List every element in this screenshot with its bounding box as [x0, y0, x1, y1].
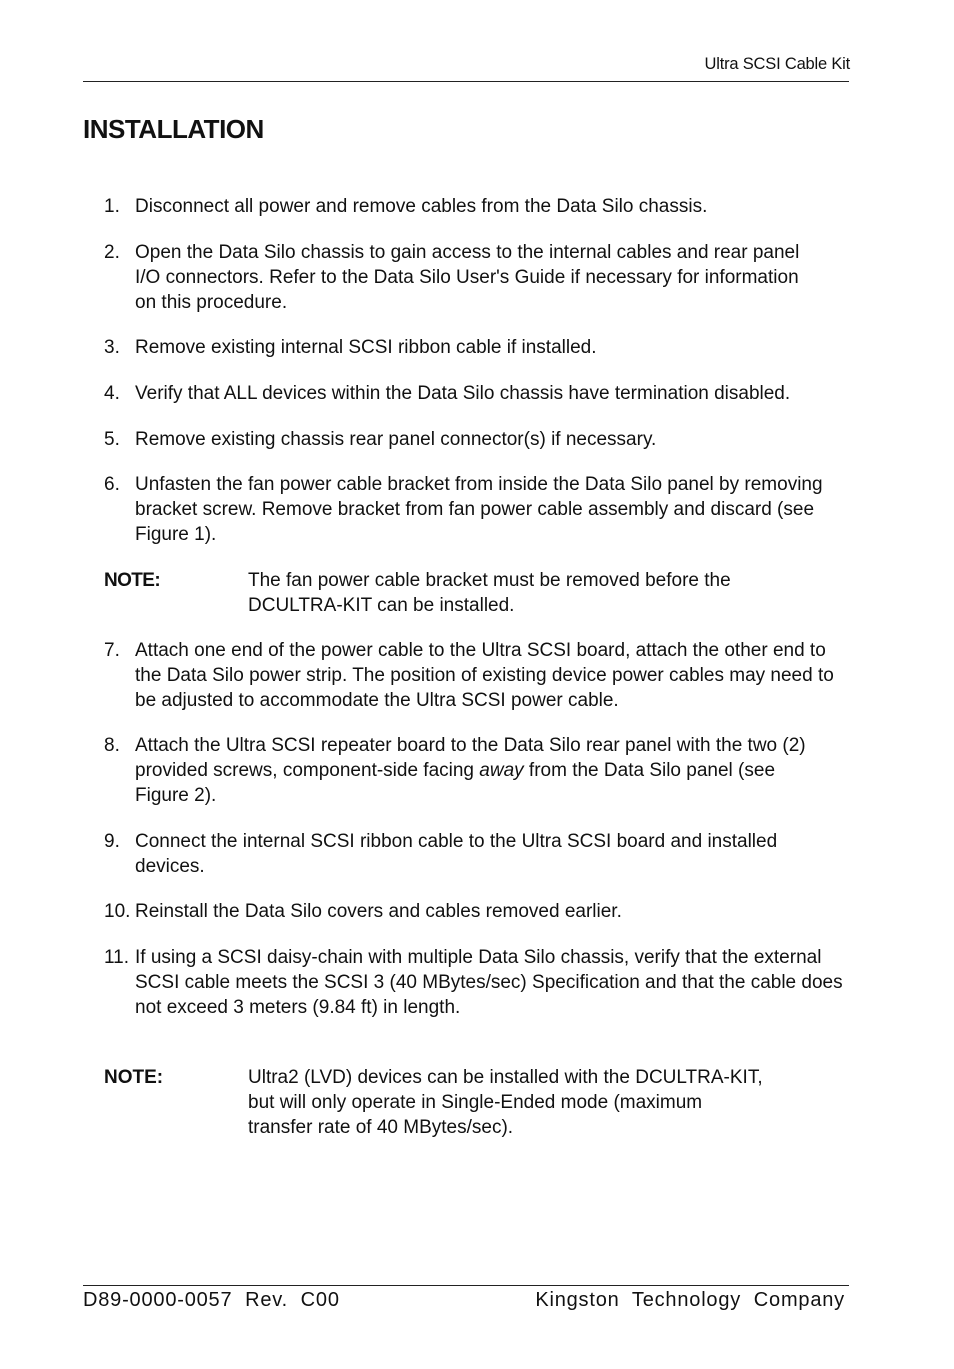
footer-company: Kingston Technology Company: [535, 1289, 845, 1311]
step-number: 7.: [104, 640, 120, 661]
section-title: INSTALLATION: [83, 114, 264, 144]
step-6: [104, 472, 824, 547]
step-9: [104, 829, 839, 879]
step-number: 9.: [104, 831, 120, 852]
step-3: [104, 335, 854, 360]
step-text: [135, 733, 829, 808]
step-text: Attach one end of the power cable to the Ultra SCSI board, attach the other end to the Data Silo power strip. The position of existing device power cables may need to be adjusted to accommodate the Ultra SCSI power cable.: [135, 640, 834, 711]
step-2: [104, 240, 824, 315]
note-1: [104, 568, 794, 618]
step-text: If using a SCSI daisy-chain with multiple Data Silo chassis, verify that the external SCSI cable meets the SCSI 3 (40 MBytes/sec) Specification and that the cable does not exceed 3 meters (9.84 ft) in length.: [135, 947, 843, 1018]
header-rule: [83, 81, 849, 82]
step-1: [104, 194, 854, 219]
step-10: [104, 899, 854, 924]
step-11: [104, 945, 844, 1020]
step-5: [104, 427, 854, 452]
step-number: 4.: [104, 383, 120, 404]
step-number: 5.: [104, 429, 120, 450]
step-number: 8.: [104, 735, 120, 756]
header-title: Ultra SCSI Cable Kit: [704, 55, 850, 73]
step-text: Remove existing chassis rear panel connector(s) if necessary.: [135, 429, 657, 450]
note-text: The fan power cable bracket must be removed before the DCULTRA-KIT can be installed.: [248, 570, 731, 616]
step-text: Disconnect all power and remove cables from the Data Silo chassis.: [135, 196, 708, 217]
step-text: Verify that ALL devices within the Data Silo chassis have termination disabled.: [135, 383, 791, 404]
step-number: 3.: [104, 337, 120, 358]
note-label: NOTE:: [104, 1067, 164, 1088]
step-8: [104, 733, 829, 808]
step-number: 6.: [104, 474, 120, 495]
footer-rule: [83, 1285, 849, 1286]
step-number: 1.: [104, 196, 120, 217]
step-number: 2.: [104, 242, 120, 263]
step-text: Unfasten the fan power cable bracket from inside the Data Silo panel by removing bracket screw. Remove bracket from fan power cable assembly and discard (see Figure 1).: [135, 474, 823, 545]
note-text: Ultra2 (LVD) devices can be installed with the DCULTRA-KIT, but will only operate in Single-Ended mode (maximum transfer rate of 40 MBytes/sec).: [248, 1067, 763, 1138]
note-2: [104, 1065, 764, 1140]
step-text: Reinstall the Data Silo covers and cables removed earlier.: [135, 901, 622, 922]
step-7: [104, 638, 854, 713]
step-text-part: from the Data Silo panel (see Figure 2).: [135, 760, 776, 806]
step-text-part: Attach the Ultra SCSI repeater board to the Data Silo rear panel with the two (2) provided screws, component-side facing: [135, 735, 806, 781]
step-number: 11.: [104, 947, 130, 968]
note-label: NOTE:: [104, 570, 161, 591]
step-number: 10.: [104, 901, 131, 922]
step-text: Remove existing internal SCSI ribbon cable if installed.: [135, 337, 597, 358]
step-text: Open the Data Silo chassis to gain access to the internal cables and rear panel I/O connectors. Refer to the Data Silo User's Guide if necessary for information on this procedure.: [135, 242, 800, 313]
emphasis-away: away: [479, 760, 524, 781]
step-4: [104, 381, 854, 406]
step-text: Connect the internal SCSI ribbon cable to the Ultra SCSI board and installed devices.: [135, 831, 778, 877]
footer-doc-number: D89-0000-0057 Rev. C00: [83, 1289, 340, 1311]
